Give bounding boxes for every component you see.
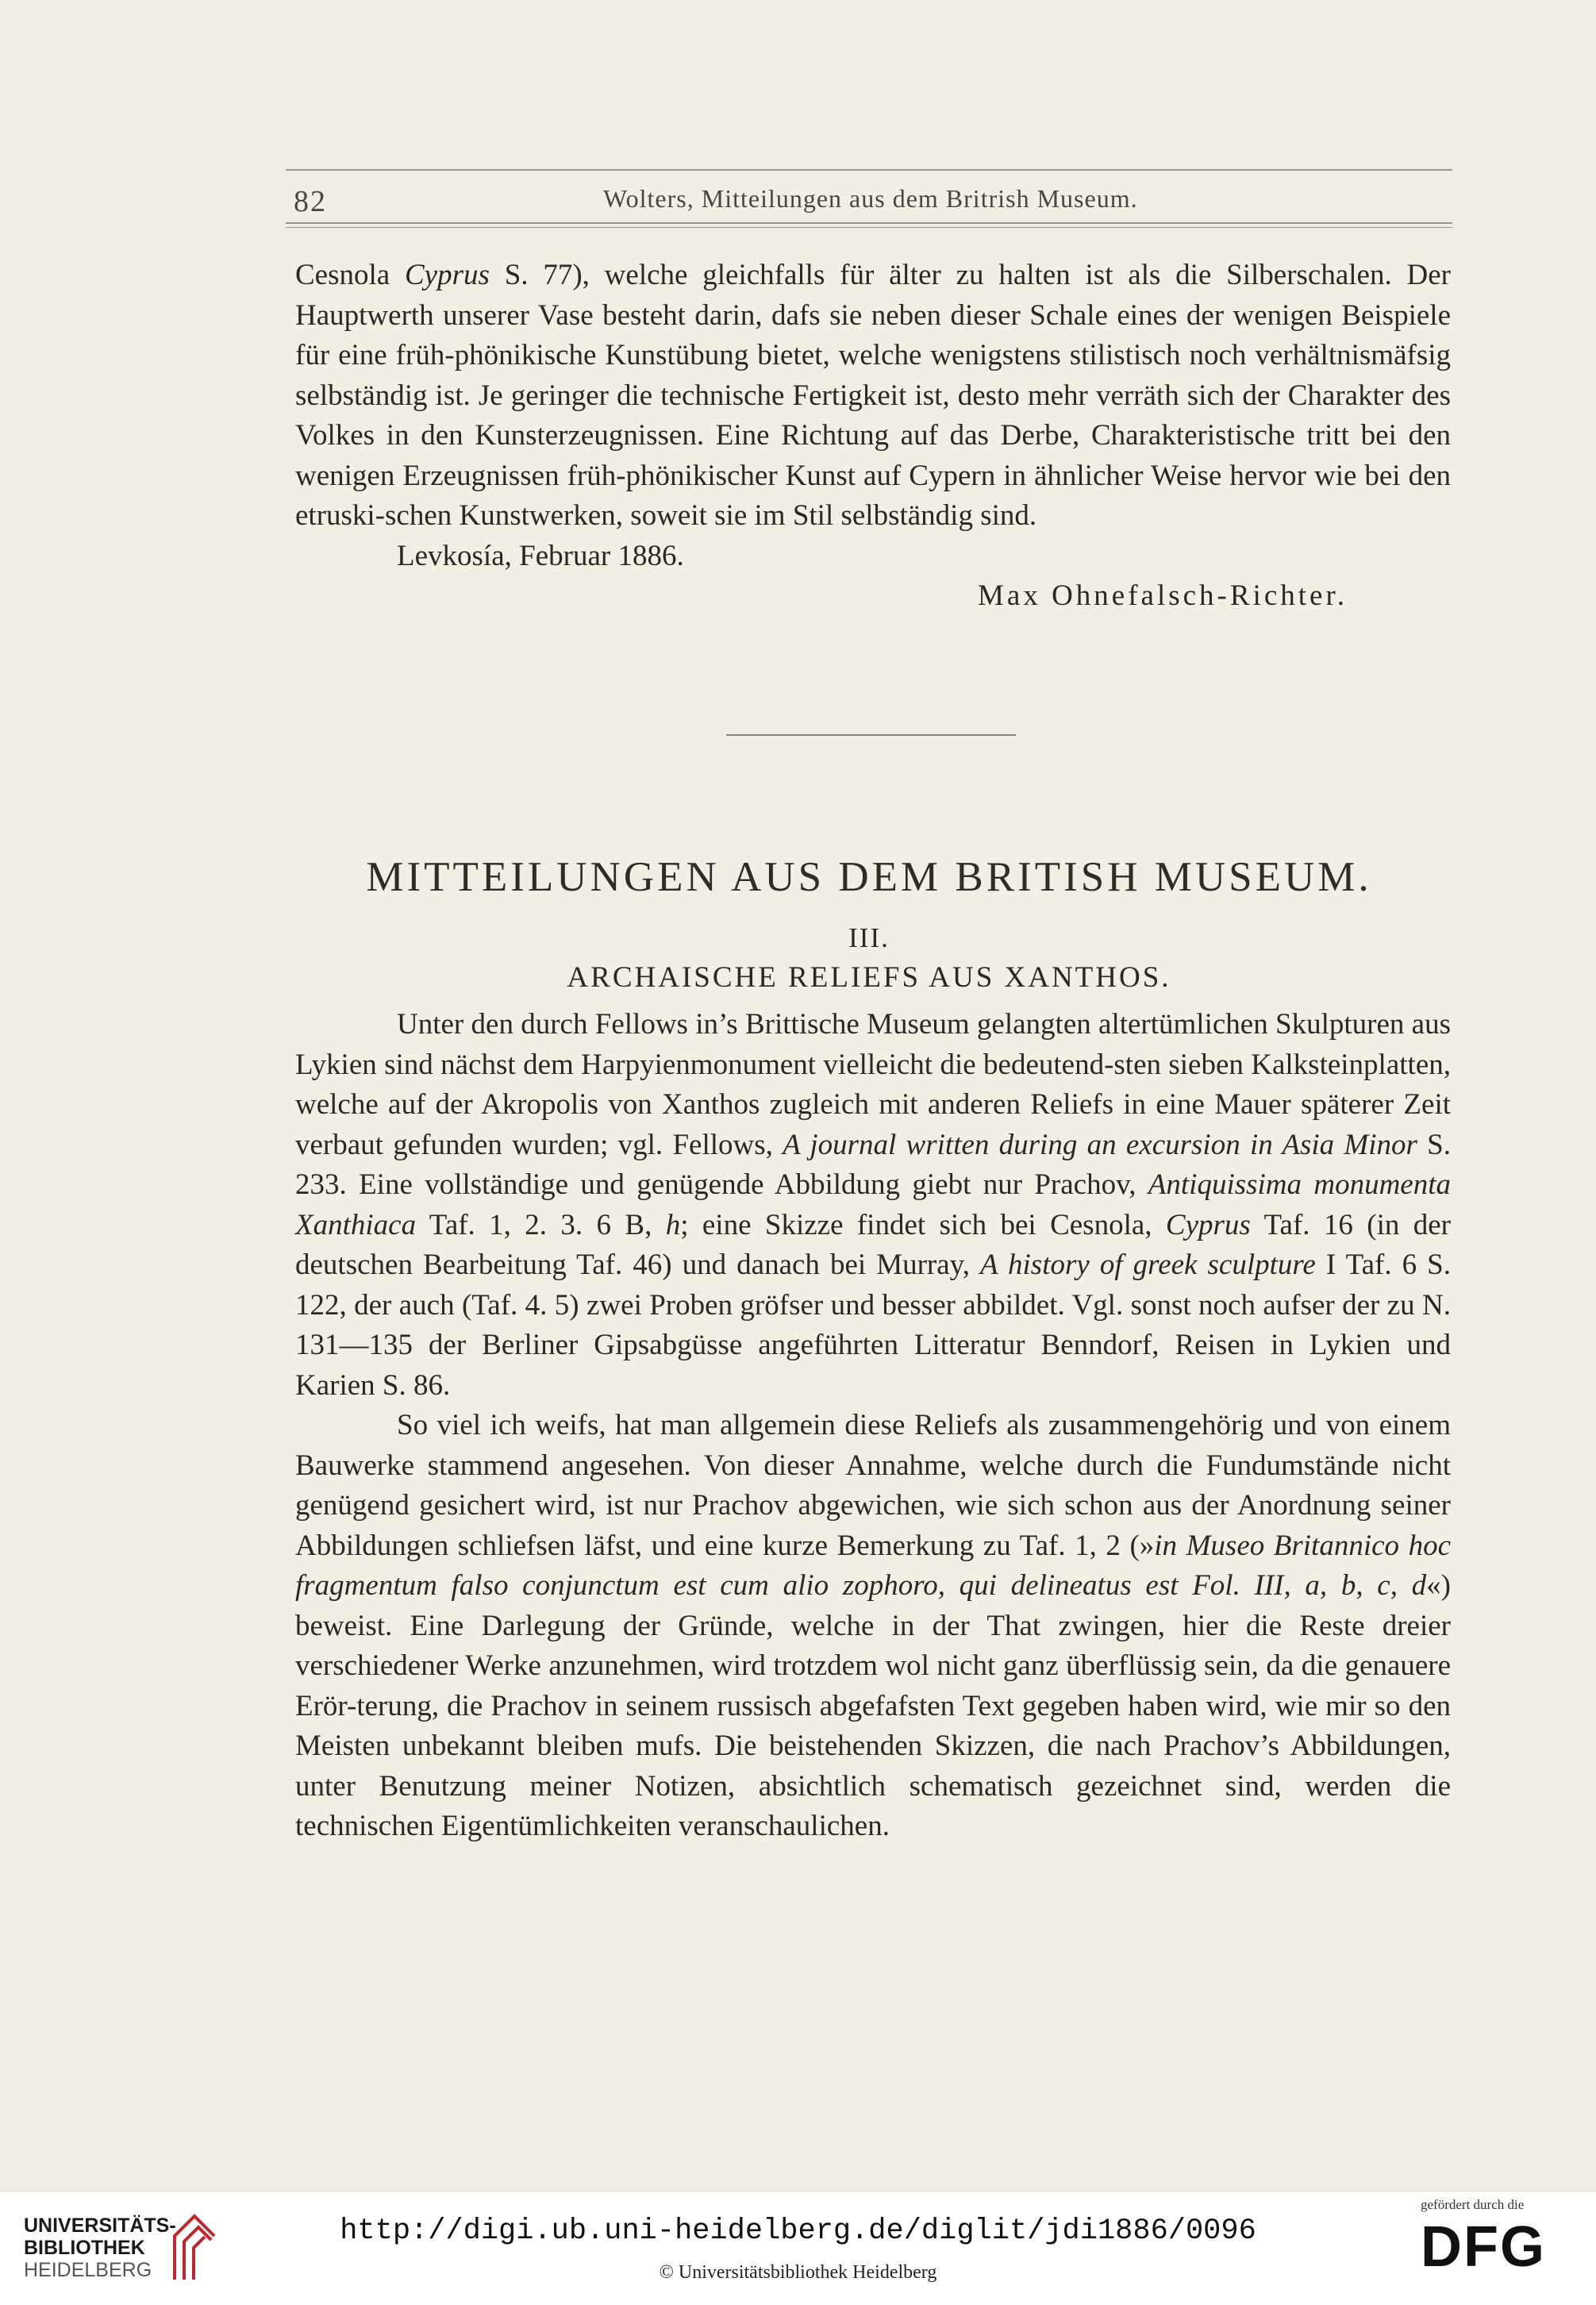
header-double-rule bbox=[286, 227, 1452, 228]
funding-note: gefördert durch die bbox=[1421, 2197, 1525, 2212]
article-subtitle: ARCHAISCHE RELIEFS AUS XANTHOS. bbox=[567, 961, 1171, 994]
running-title: Wolters, Mitteilungen aus dem Britrish Museum. bbox=[603, 184, 1138, 213]
copyright-notice: © Universitätsbibliothek Heidelberg bbox=[659, 2262, 937, 2283]
section-separator bbox=[726, 734, 1016, 736]
running-head bbox=[294, 173, 1452, 221]
page-url-link[interactable]: http://digi.ub.uni-heidelberg.de/diglit/jdi1886/0096 bbox=[340, 2215, 1256, 2248]
library-logo: UNIVERSITÄTS- BIBLIOTHEK HEIDELBERG bbox=[24, 2215, 176, 2281]
page-number: 82 bbox=[294, 185, 327, 218]
place-date: Levkosía, Februar 1886. bbox=[397, 539, 684, 572]
closing-section bbox=[295, 256, 1451, 617]
italic-title: Cyprus bbox=[405, 259, 490, 291]
header-bottom-rule bbox=[286, 222, 1452, 224]
article-body bbox=[295, 1005, 1451, 1847]
footer-bar bbox=[0, 2191, 1596, 2305]
header-top-rule bbox=[286, 169, 1452, 171]
article-number: III. bbox=[848, 922, 890, 953]
paragraph-2: So viel ich weifs, hat man allgemein diese Reliefs als zusammengehörig und von einem Bauwerke stammend angesehen. Von dieser Annahme, welche durch die Fundumstände nicht genügend gesichert wird, ist nur Prachov abgewichen, wie sich schon aus der Anordnung seiner Abbildungen schliefsen läfst, und eine kurze Bemerkung zu Taf. 1, 2 (»in Museo Britannico hoc fragmentum falso conjunctum est cum alio zophoro, qui delineatus est Fol. III, a, b, c, d«) beweist. Eine Darlegung der Gründe, welche in der That zwingen, hier die Reste dreier verschiedener Werke anzunehmen, wird trotzdem wol nicht ganz überflüssig sein, da die genauere Erör-terung, die Prachov in seinem russisch abgefafsten Text gegeben haben wird, wie mir so den Meisten unbekannt bleiben mufs. Die beistehenden Skizzen, die nach Prachov’s Abbildungen, unter Benutzung meiner Notizen, absichtlich schematisch gezeichnet sind, werden die technischen Eigentümlichkeiten veranschaulichen. bbox=[295, 1409, 1452, 1842]
article-title: MITTEILUNGEN AUS DEM BRITISH MUSEUM. bbox=[366, 854, 1372, 900]
dfg-logo: DFG bbox=[1421, 2215, 1546, 2279]
closing-paragraph: Cesnola Cyprus S. 77), welche gleichfalls für älter zu halten ist als die Silberschalen. Der Hauptwerth unserer Vase besteht darin, dafs sie neben dieser Schale eines der wenigen Beispiele für eine früh-phönikische Kunstübung bietet, welche wenigstens stilistisch noch verhältnismäfsig selbständig ist. Je geringer die technische Fertigkeit ist, desto mehr verräth sich der Charakter des Volkes in den Kunsterzeugnissen. Eine Richtung auf das Derbe, Charakteristische tritt bei den wenigen Erzeugnissen früh-phönikischer Kunst auf Cypern in ähnlicher Weise hervor wie bei den etruski-schen Kunstwerken, soweit sie im Stil selbständig sind. bbox=[295, 259, 1451, 532]
author-signature: Max Ohnefalsch-Richter. bbox=[978, 579, 1348, 612]
paragraph-1: Unter den durch Fellows in’s Brittische Museum gelangten altertümlichen Skulpturen aus Lykien sind nächst dem Harpyienmonument vielleicht die bedeutend-sten sieben Kalksteinplatten, welche auf der Akropolis von Xanthos zugleich mit anderen Reliefs in eine Mauer späterer Zeit verbaut gefunden wurden; vgl. Fellows, A journal written during an excursion in Asia Minor S. 233. Eine vollständige und genügende Abbildung giebt nur Prachov, Antiquissima monumenta Xanthiaca Taf. 1, 2. 3. 6 B, h; eine Skizze findet sich bei Cesnola, Cyprus Taf. 16 (in der deutschen Bearbeitung Taf. 46) und danach bei Murray, A history of greek sculpture I Taf. 6 S. 122, der auch (Taf. 4. 5) zwei Proben gröfser und besser abbildet. Vgl. sonst noch aufser der zu N. 131—135 der Berliner Gipsabgüsse angeführten Litteratur Benndorf, Reisen in Lykien und Karien S. 86. bbox=[295, 1008, 1452, 1402]
